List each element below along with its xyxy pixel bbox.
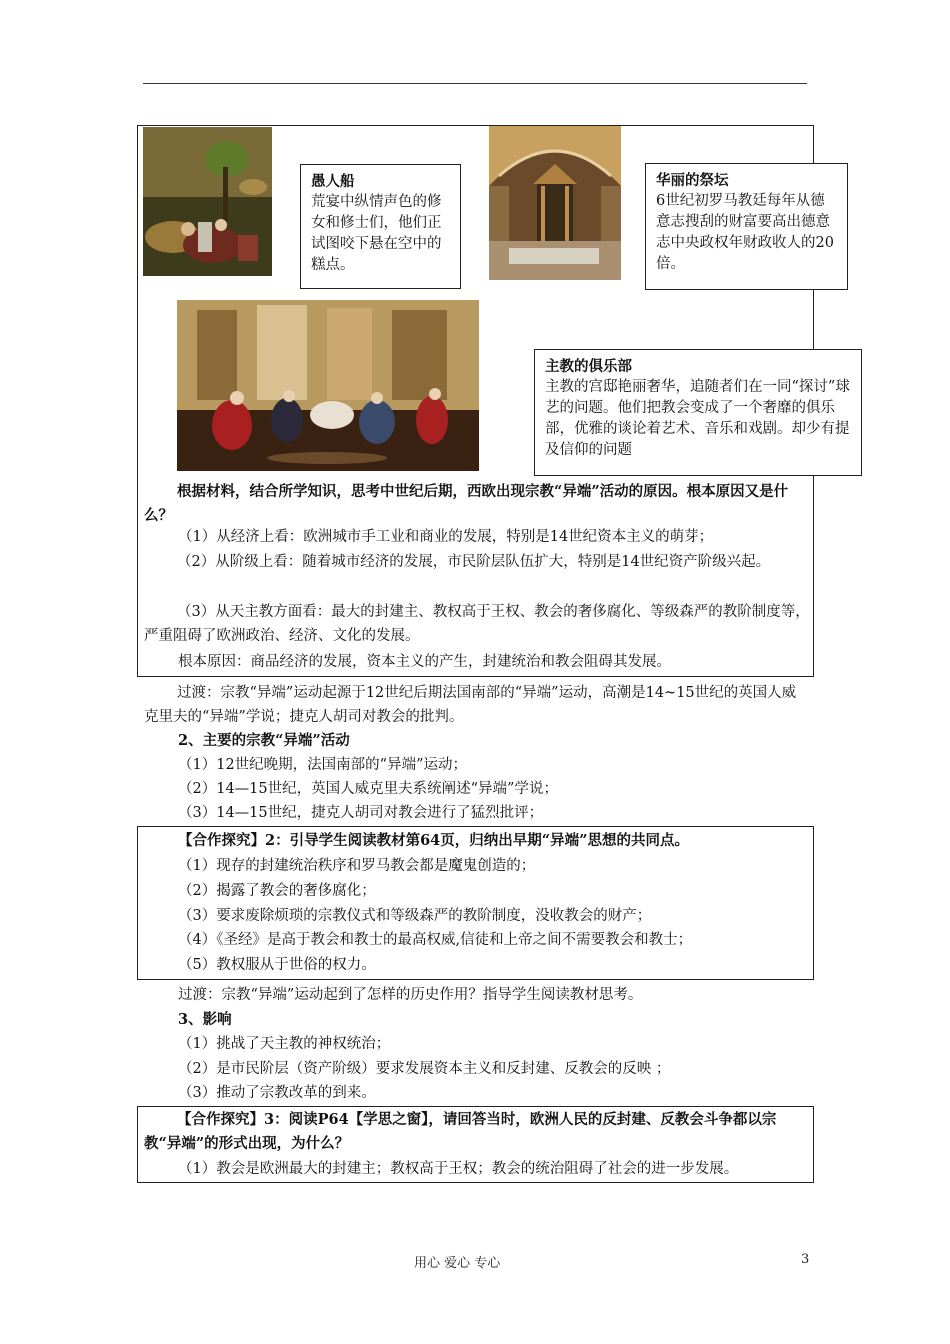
root-cause: 根本原因：商品经济的发展，资本主义的产生，封建统治和教会阻碍其发展。	[178, 654, 671, 670]
list-item: （5）教权服从于世俗的权力。	[178, 957, 376, 973]
list-item: （2）揭露了教会的奢侈腐化；	[178, 883, 376, 899]
transition-2: 过渡：宗教“异端”运动起到了怎样的历史作用？指导学生阅读教材思考。	[178, 987, 643, 1003]
callout-title: 主教的俱乐部	[545, 358, 632, 375]
altar-painting	[489, 126, 621, 280]
list-item: （4）《圣经》是高于教会和教士的最高权威,信徒和上帝之间不需要教会和教士；	[178, 932, 693, 948]
answer-economic: （1）从经济上看：欧洲城市手工业和商业的发展，特别是14世纪资本主义的萌芽；	[178, 529, 714, 545]
question-1: 根据材料，结合所学知识，思考中世纪后期，西欧出现宗教“异端”活动的原因。根本原因又是什么？	[144, 483, 789, 524]
list-item: （2）14—15世纪，英国人威克里夫系统阐述“异端”学说；	[178, 781, 558, 797]
answer-class: （2）从阶级上看：随着城市经济的发展，市民阶层队伍扩大，特别是14世纪资产阶级兴起。	[177, 554, 771, 570]
explore-3-title: 【合作探究】3：阅读P64【学思之窗】，请回答当时，欧洲人民的反封建、反教会斗争都以宗教“异端”的形式出现，为什么？	[144, 1111, 777, 1152]
list-item: （1）教会是欧洲最大的封建主；教权高于王权；教会的统治阻碍了社会的进一步发展。	[178, 1161, 739, 1177]
callout-body: 主教的宫邸艳丽奢华，追随者们在一同“探讨”球艺的问题。他们把教会变成了一个奢靡的俱乐部，优雅的谈论着艺术、音乐和戏剧。却少有提及信仰的问题	[545, 379, 850, 458]
page-number: 3	[801, 1252, 810, 1267]
transition-1: 过渡：宗教“异端”运动起源于12世纪后期法国南部的“异端”运动，高潮是14~15世纪的英国人威克里夫的“异端”学说；捷克人胡司对教会的批判。	[144, 685, 797, 725]
list-item: （3）推动了宗教改革的到来。	[178, 1085, 376, 1101]
list-item: （3）要求废除烦琐的宗教仪式和等级森严的教阶制度，没收教会的财产；	[178, 908, 652, 924]
header-rule	[143, 83, 807, 84]
heading-influence: 3、影响	[178, 1011, 232, 1028]
answer-catholic: （3）从天主教方面看：最大的封建主、教权高于王权、教会的奢侈腐化、等级森严的教阶制度等，严重阻碍了欧洲政治、经济、文化的发展。	[144, 604, 810, 644]
footer-slogan: 用心 爱心 专心	[414, 1256, 501, 1271]
list-item: （2）是市民阶层（资产阶级）要求发展资本主义和反封建、反教会的反映 ；	[178, 1061, 671, 1077]
callout-body: 荒宴中纵情声色的修女和修士们，他们正试图咬下悬在空中的糕点。	[311, 194, 442, 273]
bishops-club-painting	[177, 300, 479, 471]
heading-main-heresy-activities: 2、主要的宗教“异端”活动	[178, 732, 350, 749]
callout-body: 6世纪初罗马教廷每年从德意志搜刮的财富要高出德意志中央政权年财政收人的20倍。	[656, 193, 834, 272]
explore-2-title: 【合作探究】2：引导学生阅读教材第64页，归纳出早期“异端”思想的共同点。	[178, 832, 689, 849]
list-item: （1）现存的封建统治秩序和罗马教会都是魔鬼创造的；	[178, 858, 536, 874]
callout-ship-of-fools	[300, 164, 461, 289]
list-item: （3）14—15世纪，捷克人胡司对教会进行了猛烈批评；	[178, 805, 544, 821]
list-item: （1）挑战了天主教的神权统治；	[178, 1036, 391, 1052]
list-item: （1）12世纪晚期，法国南部的“异端”运动；	[178, 757, 468, 773]
callout-title: 愚人船	[311, 173, 355, 190]
callout-bishops-club	[534, 349, 862, 476]
callout-altar	[645, 163, 848, 290]
ship-of-fools-painting	[143, 127, 272, 276]
callout-title: 华丽的祭坛	[656, 172, 729, 189]
